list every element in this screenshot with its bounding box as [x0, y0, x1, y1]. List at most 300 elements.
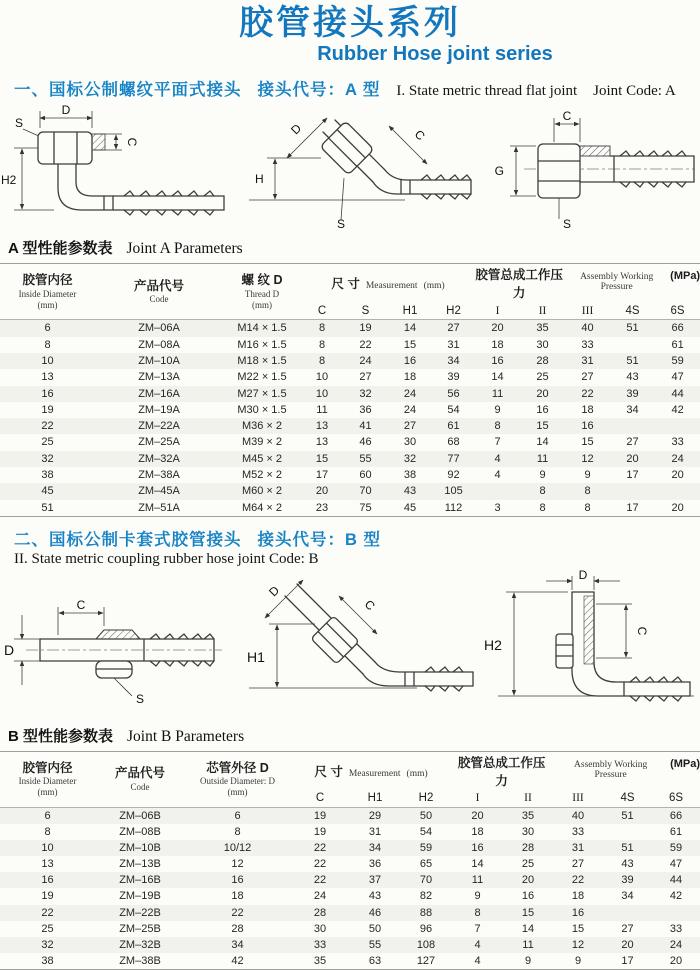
- section-b-code-en: Code: B: [268, 550, 319, 567]
- table-cell: [652, 905, 700, 921]
- table-a: [0, 263, 700, 517]
- dim-label-d: D: [288, 121, 305, 138]
- table-cell: 41: [359, 420, 372, 433]
- table-cell: 10/12: [223, 842, 252, 855]
- table-cell: 18: [491, 338, 504, 351]
- table-cell: 19: [359, 322, 372, 335]
- table-cell: 8: [539, 501, 546, 514]
- table-cell: ZM–08B: [119, 826, 161, 839]
- table-cell: 36: [359, 403, 372, 416]
- section-b-title-en: II. State metric coupling rubber hose joint: [14, 550, 266, 567]
- table-cell: M27 × 1.5: [237, 387, 287, 400]
- table-cell: 11: [471, 874, 484, 887]
- table-row: [0, 953, 700, 970]
- section-b-heading: [0, 526, 700, 550]
- table-cell: 27: [403, 420, 417, 433]
- table-cell: ZM–25B: [119, 922, 161, 935]
- table-cell: [475, 483, 520, 499]
- table-cell: 88: [419, 906, 433, 919]
- table-cell: 30: [403, 436, 417, 449]
- subcol-h1: H1: [402, 304, 418, 317]
- table-cell: [610, 483, 655, 499]
- table-cell: 51: [621, 809, 634, 822]
- subcol-ii: II: [538, 304, 547, 317]
- table-cell: ZM–16A: [138, 387, 180, 400]
- table-row: [0, 807, 700, 824]
- table-row: [0, 353, 700, 369]
- table-cell: 8: [584, 501, 591, 514]
- section-a-heading: [0, 76, 700, 100]
- table-cell: 51: [621, 842, 634, 855]
- table-cell: 9: [539, 469, 546, 482]
- table-cell: 11: [536, 452, 549, 465]
- table-cell: 50: [368, 922, 382, 935]
- table-cell: 19: [313, 809, 327, 822]
- subcol-h1: H1: [367, 792, 383, 805]
- dim-label-h2: H2: [484, 636, 502, 653]
- subcol-s: S: [361, 304, 370, 317]
- table-cell: 22: [313, 842, 327, 855]
- table-cell: M30 × 1.5: [237, 403, 287, 416]
- table-cell: 28: [536, 354, 549, 367]
- dim-label-c: C: [411, 127, 428, 144]
- table-cell: 59: [671, 354, 684, 367]
- table-cell: 27: [621, 922, 634, 935]
- table-cell: 27: [626, 436, 639, 449]
- table-cell: 16: [491, 354, 504, 367]
- table-cell: 22: [313, 858, 327, 871]
- table-cell: 10: [315, 371, 329, 384]
- table-cell: 25: [536, 371, 549, 384]
- table-cell: 14: [471, 858, 484, 871]
- table-row: [0, 483, 700, 499]
- dim-label-c: C: [125, 138, 139, 147]
- table-cell: 70: [419, 874, 433, 887]
- table-cell: 22: [41, 906, 54, 919]
- table-cell: [610, 418, 655, 434]
- group-header-pressure: 胶管总成工作压力 Assembly Working Pressure (MPa): [457, 755, 700, 788]
- table-row: [0, 905, 700, 921]
- table-cell: ZM–06B: [119, 809, 161, 822]
- table-cell: ZM–08A: [138, 338, 180, 351]
- table-cell: 34: [621, 890, 634, 903]
- table-cell: 15: [581, 436, 594, 449]
- table-cell: ZM–19B: [119, 890, 161, 903]
- table-cell: 19: [41, 890, 54, 903]
- group-header-measurement: 尺 寸 Measurement (mm): [314, 764, 428, 779]
- subcol-h2: H2: [446, 304, 461, 317]
- table-cell: ZM–45A: [138, 485, 180, 498]
- col-header-code: 产品代号 Code: [133, 278, 184, 305]
- table-cell: ZM–19A: [138, 403, 180, 416]
- table-cell: 15: [521, 906, 535, 919]
- table-cell: 34: [447, 354, 460, 367]
- table-cell: 8: [234, 826, 241, 839]
- table-cell: 31: [571, 842, 585, 855]
- table-cell: 34: [231, 938, 244, 951]
- section-b-code-cn: 接头代号：B 型: [257, 530, 381, 549]
- table-cell: 40: [571, 809, 585, 822]
- table-cell: 22: [41, 420, 54, 433]
- table-b-title-cn: B 型性能参数表: [8, 727, 114, 745]
- table-cell: 36: [368, 858, 382, 871]
- table-cell: 17: [621, 954, 634, 967]
- table-cell: 55: [368, 938, 382, 951]
- table-cell: ZM–13A: [138, 371, 180, 384]
- table-cell: 9: [584, 469, 591, 482]
- table-cell: 20: [491, 322, 504, 335]
- table-cell: 18: [581, 403, 594, 416]
- table-cell: ZM–38B: [119, 954, 161, 967]
- drawing-b-straight: [0, 570, 235, 720]
- table-cell: 16: [41, 387, 54, 400]
- subcol-6s: 6S: [668, 792, 684, 805]
- table-cell: 23: [315, 501, 329, 514]
- table-cell: 16: [536, 403, 549, 416]
- subcol-4s: 4S: [625, 304, 640, 317]
- table-cell: ZM–32B: [119, 938, 161, 951]
- table-cell: 22: [581, 387, 594, 400]
- table-cell: ZM–10A: [138, 354, 180, 367]
- table-cell: 17: [315, 469, 329, 482]
- table-cell: 11: [491, 387, 504, 400]
- table-cell: 38: [41, 954, 54, 967]
- table-cell: 13: [315, 420, 329, 433]
- table-cell: 60: [359, 469, 372, 482]
- table-cell: 30: [536, 338, 549, 351]
- table-cell: 16: [403, 354, 417, 367]
- dim-label-d: D: [4, 641, 15, 658]
- table-row: [0, 921, 700, 937]
- table-cell: 43: [621, 858, 634, 871]
- table-cell: 32: [403, 452, 417, 465]
- table-cell: 15: [536, 420, 549, 433]
- table-cell: 13: [41, 858, 54, 871]
- table-cell: 6: [44, 809, 51, 822]
- table-cell: ZM–38A: [138, 469, 180, 482]
- col-header-inside-diameter: 胶管内径 Inside Diameter (mm): [18, 760, 77, 798]
- table-cell: 66: [669, 809, 683, 822]
- table-row: [0, 369, 700, 385]
- table-cell: 44: [671, 387, 684, 400]
- dim-label-h2: H2: [1, 173, 17, 188]
- table-cell: 37: [368, 874, 382, 887]
- table-cell: 19: [313, 826, 327, 839]
- table-cell: 22: [571, 874, 585, 887]
- table-cell: 42: [671, 403, 684, 416]
- dim-label-d: D: [61, 103, 71, 118]
- table-row: [0, 824, 700, 840]
- table-cell: 22: [313, 874, 327, 887]
- table-cell: 25: [521, 858, 535, 871]
- table-cell: 38: [41, 469, 54, 482]
- table-cell: 15: [403, 338, 417, 351]
- table-cell: 4: [494, 469, 501, 482]
- table-cell: 82: [419, 890, 433, 903]
- dim-label-s: S: [563, 217, 572, 232]
- table-cell: 24: [403, 387, 417, 400]
- subcol-ii: II: [524, 792, 532, 805]
- table-b: [0, 751, 700, 970]
- table-cell: 32: [41, 452, 54, 465]
- table-cell: M22 × 1.5: [237, 371, 287, 384]
- table-cell: 50: [419, 809, 433, 822]
- table-row: [0, 402, 700, 418]
- table-cell: 46: [368, 906, 382, 919]
- table-cell: 39: [447, 371, 460, 384]
- table-cell: 68: [447, 436, 460, 449]
- dim-label-c: C: [635, 626, 649, 636]
- table-cell: ZM–22A: [138, 420, 180, 433]
- table-cell: 12: [581, 452, 594, 465]
- table-cell: 55: [359, 452, 372, 465]
- table-cell: 61: [669, 826, 683, 839]
- table-b-body: [0, 807, 700, 969]
- table-cell: 30: [313, 922, 327, 935]
- drawings-row-a: [0, 102, 700, 230]
- table-cell: 108: [416, 938, 436, 951]
- group-header-measurement: 尺 寸 Measurement (mm): [331, 277, 445, 292]
- table-cell: 16: [571, 906, 585, 919]
- table-cell: 77: [447, 452, 460, 465]
- table-cell: 59: [669, 842, 683, 855]
- table-cell: 8: [318, 354, 326, 367]
- dim-label-s: S: [136, 691, 145, 706]
- table-cell: 66: [671, 322, 684, 335]
- table-cell: 61: [671, 338, 684, 351]
- table-cell: 14: [403, 322, 417, 335]
- group-header-pressure: 胶管总成工作压力 Assembly Working Pressure (MPa): [475, 268, 700, 301]
- table-cell: 45: [403, 501, 417, 514]
- table-cell: 12: [571, 938, 585, 951]
- drawing-a-elbow90: [0, 102, 235, 230]
- table-cell: 24: [671, 452, 684, 465]
- table-cell: M14 × 1.5: [237, 322, 287, 335]
- table-cell: [603, 905, 652, 921]
- table-a-title-en: Joint A Parameters: [126, 240, 243, 258]
- table-cell: 16: [581, 420, 594, 433]
- table-cell: 10: [41, 354, 54, 367]
- table-cell: 7: [494, 436, 501, 449]
- table-row: [0, 337, 700, 353]
- drawing-b-elbow45: [235, 570, 480, 720]
- table-cell: 20: [671, 501, 684, 514]
- dim-label-c: C: [562, 109, 572, 124]
- table-cell: 42: [669, 890, 683, 903]
- table-cell: 14: [491, 371, 504, 384]
- table-cell: 43: [626, 371, 639, 384]
- table-cell: 33: [313, 938, 327, 951]
- section-b-heading-en: [0, 551, 700, 568]
- table-cell: 27: [571, 858, 585, 871]
- table-row: [0, 937, 700, 953]
- table-row: [0, 856, 700, 872]
- section-b-title-cn: 二、国标公制卡套式胶管接头: [14, 530, 242, 549]
- table-row: [0, 434, 700, 450]
- table-cell: 24: [359, 354, 372, 367]
- table-cell: 40: [581, 322, 594, 335]
- col-header-thread: 螺 纹 D Thread D (mm): [241, 273, 283, 310]
- table-cell: 56: [447, 387, 460, 400]
- subcol-iii: III: [572, 792, 584, 805]
- table-cell: 31: [447, 338, 460, 351]
- table-row: [0, 888, 700, 904]
- table-cell: 3: [494, 501, 501, 514]
- table-cell: 31: [368, 826, 382, 839]
- table-cell: 13: [41, 371, 54, 384]
- table-cell: 8: [539, 485, 546, 498]
- table-row: [0, 451, 700, 467]
- table-cell: 24: [669, 938, 683, 951]
- table-cell: 20: [669, 954, 683, 967]
- table-cell: 20: [621, 938, 634, 951]
- table-row: [0, 418, 700, 434]
- table-cell: 11: [316, 403, 328, 416]
- table-cell: 11: [522, 938, 534, 951]
- table-cell: 7: [474, 922, 481, 935]
- table-cell: 20: [536, 387, 549, 400]
- table-cell: M45 × 2: [241, 452, 283, 465]
- table-cell: 9: [494, 403, 501, 416]
- table-cell: 6: [234, 809, 241, 822]
- table-cell: 33: [571, 826, 585, 839]
- table-cell: 28: [313, 906, 327, 919]
- table-cell: 45: [41, 485, 54, 498]
- table-b-title: [0, 725, 700, 746]
- dim-label-h1: H1: [247, 648, 265, 665]
- drawing-b-elbow90: [480, 567, 700, 720]
- table-cell: 10: [41, 842, 54, 855]
- table-a-title: [0, 237, 700, 258]
- subcol-iii: III: [581, 304, 594, 317]
- table-cell: 59: [419, 842, 433, 855]
- table-cell: 20: [671, 469, 684, 482]
- table-cell: M16 × 1.5: [237, 338, 287, 351]
- table-row: [0, 872, 700, 888]
- dim-label-s: S: [15, 116, 24, 131]
- col-header-code: 产品代号 Code: [114, 766, 165, 792]
- drawings-row-b: [0, 567, 700, 720]
- table-cell: 39: [626, 387, 639, 400]
- table-cell: M18 × 1.5: [237, 354, 287, 367]
- section-a-code-en: Joint Code: A: [593, 83, 676, 100]
- table-cell: 38: [403, 469, 417, 482]
- table-cell: 18: [571, 890, 585, 903]
- table-row: [0, 500, 700, 517]
- section-a-code-cn: 接头代号：A 型: [257, 81, 381, 100]
- table-cell: 8: [44, 338, 51, 351]
- table-cell: 112: [444, 501, 463, 514]
- table-cell: 9: [574, 954, 582, 967]
- subcol-6s: 6S: [670, 304, 685, 317]
- table-cell: 16: [231, 874, 244, 887]
- subcol-c: C: [315, 792, 325, 805]
- table-cell: 47: [671, 371, 684, 384]
- subcol-c: C: [317, 304, 327, 317]
- dim-label-s: S: [337, 217, 346, 232]
- drawing-a-straight: [480, 102, 700, 230]
- table-cell: ZM–10B: [119, 842, 161, 855]
- table-cell: 25: [41, 922, 54, 935]
- table-cell: 18: [231, 890, 244, 903]
- table-cell: 28: [231, 922, 244, 935]
- table-cell: 51: [626, 322, 639, 335]
- table-cell: 20: [626, 452, 639, 465]
- table-cell: 8: [318, 338, 326, 351]
- table-cell: 13: [315, 436, 329, 449]
- table-cell: 15: [571, 922, 585, 935]
- table-cell: 96: [419, 922, 433, 935]
- table-row: [0, 467, 700, 483]
- table-cell: M36 × 2: [241, 420, 283, 433]
- table-cell: 22: [231, 906, 244, 919]
- table-cell: 22: [359, 338, 372, 351]
- table-cell: M39 × 2: [241, 436, 283, 449]
- table-cell: 54: [447, 403, 460, 416]
- table-cell: 30: [521, 826, 535, 839]
- table-b-title-en: Joint B Parameters: [127, 727, 245, 745]
- table-cell: 4: [494, 452, 501, 465]
- table-cell: 8: [44, 826, 51, 839]
- table-cell: 92: [447, 469, 460, 482]
- table-cell: ZM–22B: [119, 906, 161, 919]
- dim-label-g: G: [494, 164, 504, 179]
- table-cell: M52 × 2: [241, 469, 283, 482]
- table-cell: 34: [368, 842, 382, 855]
- table-cell: 127: [416, 954, 436, 967]
- table-cell: 29: [368, 809, 382, 822]
- table-cell: 9: [474, 890, 481, 903]
- table-cell: 17: [626, 469, 639, 482]
- table-cell: 20: [315, 485, 329, 498]
- table-cell: 65: [419, 858, 433, 871]
- table-row: [0, 386, 700, 402]
- table-cell: 8: [318, 322, 326, 335]
- table-a-title-cn: A 型性能参数表: [8, 240, 113, 258]
- table-cell: 33: [671, 436, 684, 449]
- subcol-i: I: [495, 304, 500, 317]
- table-cell: 35: [536, 322, 549, 335]
- table-cell: 8: [494, 420, 501, 433]
- table-cell: 61: [447, 420, 460, 433]
- table-cell: 35: [521, 809, 535, 822]
- table-cell: 4: [474, 938, 481, 951]
- table-cell: 33: [581, 338, 594, 351]
- table-cell: 20: [521, 874, 535, 887]
- table-cell: 54: [419, 826, 433, 839]
- table-cell: 9: [524, 954, 532, 967]
- page-subtitle: Rubber Hose joint series: [317, 43, 553, 66]
- table-cell: 35: [313, 954, 327, 967]
- table-cell: 33: [669, 922, 683, 935]
- table-a-body: [0, 320, 700, 517]
- dim-label-c: C: [76, 597, 86, 612]
- table-cell: 20: [471, 809, 484, 822]
- table-cell: 32: [359, 387, 372, 400]
- dim-label-d: D: [578, 567, 588, 582]
- table-cell: 51: [41, 501, 54, 514]
- table-cell: 39: [621, 874, 634, 887]
- table-cell: 24: [313, 890, 327, 903]
- table-cell: 18: [403, 371, 417, 384]
- table-cell: 18: [471, 826, 484, 839]
- table-cell: 75: [359, 501, 372, 514]
- col-header-inside-diameter: 胶管内径 Inside Diameter (mm): [18, 273, 77, 310]
- table-cell: M60 × 2: [241, 485, 283, 498]
- table-cell: 17: [626, 501, 639, 514]
- table-cell: ZM–06A: [138, 322, 180, 335]
- table-cell: 15: [315, 452, 329, 465]
